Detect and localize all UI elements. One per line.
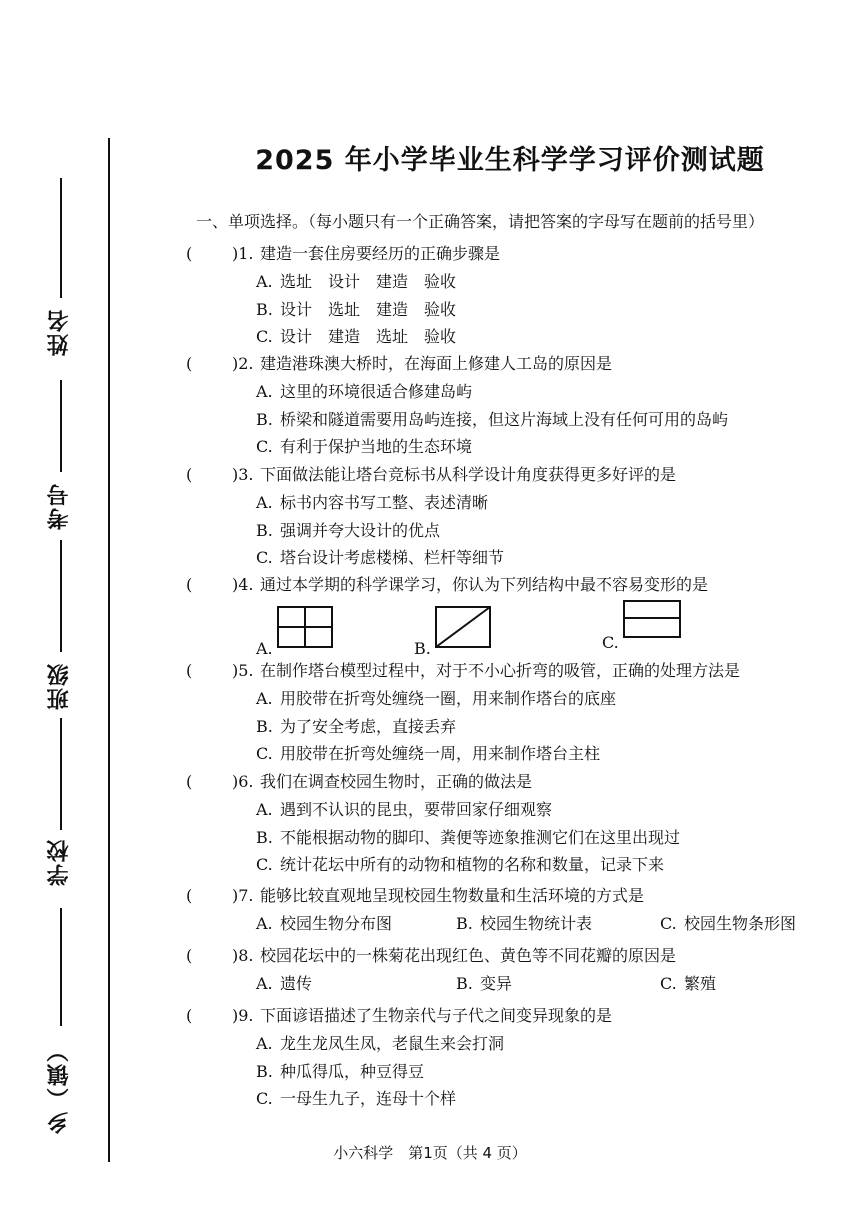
question-1 — [186, 240, 501, 351]
option-b: B. 校园生物统计表 — [456, 914, 593, 933]
question-number: )1. — [232, 244, 254, 263]
town-label: 乡（镇） — [47, 1038, 72, 1134]
answer-paren[interactable]: ( — [186, 661, 193, 680]
option-c: C. 有利于保护当地的生态环境 — [256, 437, 473, 456]
question-stem: 建造港珠澳大桥时，在海面上修建人工岛的原因是 — [260, 354, 613, 373]
question-9 — [186, 1002, 613, 1113]
option-b: B. 桥梁和隧道需要用岛屿连接，但这片海域上没有任何可用的岛屿 — [256, 409, 729, 429]
option-c: C. 校园生物条形图 — [660, 914, 797, 933]
page-footer: 小六科学 第1页（共 4 页） — [333, 1144, 527, 1162]
question-stem: 在制作塔台模型过程中，对于不小心折弯的吸管，正确的处理方法是 — [260, 661, 741, 680]
exam-page: 姓名 考号 班级 学校 乡（镇） 2025 年小学毕业生科学学习评价测试题 一、单项选择。（每小题只有一个正确答案，请把答案的字母写在题前的括号里） ( )1. 建造一套住房要经历的正确步骤是 A. 选址 设计 建造 验收 B. 设计 选址 建造 验收 C. 设计 建造 选址 验收 ( )2. 建造港珠澳大桥时，在海面上修建人工岛的原因是 A. 这里的环境很适合修建岛屿 B. 桥梁和隧道需要用岛屿连接，但这片海域上没有任何可用的岛屿 C. 有利于保护当地的生态环境 ( )3. 下面做法能让塔台竞标书从科学设计角度获得更多好评的是 A. 标书内容书写工整、表述清晰 B. 强调并夸大设计的优点 C. 塔台设计考虑楼梯、栏杆等细节 ( )4. 通过本学期的科学课学习，你认为下列结构中最不容易变形的是 A. B. C. ( )5. 在制作塔台模型过程中，对于不小心折弯的吸管，正确的处理方法是 A. 用胶带在折弯处缠绕一圈，用来制作塔台的底座 B. 为了安全考虑，直接丢弃 C. 用胶带在折弯处缠绕一周，用来制作塔台主柱 ( )6. 我们在调查校园生物时，正确的做法是 A. 遇到不认识的昆虫，要带回家仔细观察 B. 不能根据动物的脚印、粪便等迹象推测它们在这里出现过 C. 统计花坛中所有的动物和植物的名称和数量，记录下来 ( )7. 能够比较直观地呈现校园生物数量和生活环境的方式是 A. 校园生物分布图 B. 校园生物统计表 C. 校园生物条形图 ( )8. 校园花坛中的一株菊花出现红色、黄色等不同花瓣的原因是 A. 遗传 B. 变异 C. 繁殖 ( )9. 下面谚语描述了生物亲代与子代之间变异现象的是 A. 龙生龙凤生凤，老鼠生来会打洞 B. 种瓜得瓜，种豆得豆 C. 一母生九子，连母十个样 小六科学 第1页（共 4 页） — [0, 0, 860, 1216]
name-field[interactable] — [32, 178, 92, 358]
question-number: )6. — [232, 772, 254, 791]
question-stem: 通过本学期的科学课学习，你认为下列结构中最不容易变形的是 — [260, 575, 709, 594]
option-b: B. 为了安全考虑，直接丢弃 — [256, 716, 457, 736]
question-number: )4. — [232, 575, 254, 594]
answer-paren[interactable]: ( — [186, 354, 193, 373]
class-label: 班级 — [47, 662, 72, 710]
answer-paren[interactable]: ( — [186, 946, 193, 965]
binding-line — [108, 138, 110, 1162]
answer-paren[interactable]: ( — [186, 772, 193, 791]
question-stem: 下面做法能让塔台竞标书从科学设计角度获得更多好评的是 — [260, 465, 677, 484]
option-c: C. 一母生九子，连母十个样 — [256, 1089, 457, 1108]
exam-title: 2025 年小学毕业生科学学习评价测试题 — [255, 145, 765, 176]
option-a: A. 校园生物分布图 — [256, 914, 393, 933]
class-field[interactable] — [32, 540, 92, 740]
option-a: A. 龙生龙凤生凤，老鼠生来会打洞 — [256, 1034, 505, 1053]
question-number: )9. — [232, 1006, 254, 1025]
class-fill-line — [60, 540, 62, 652]
question-6 — [186, 768, 681, 879]
option-a: A. 选址 设计 建造 验收 — [256, 272, 457, 291]
question-stem: 校园花坛中的一株菊花出现红色、黄色等不同花瓣的原因是 — [260, 946, 677, 965]
option-a: A. 遗传 — [256, 974, 313, 993]
school-field[interactable] — [32, 718, 92, 918]
option-c: C. 统计花坛中所有的动物和植物的名称和数量，记录下来 — [256, 855, 665, 874]
question-number: )7. — [232, 886, 254, 905]
question-stem: 能够比较直观地呈现校园生物数量和生活环境的方式是 — [260, 886, 645, 905]
answer-paren[interactable]: ( — [186, 886, 193, 905]
square-with-cross-icon — [276, 605, 334, 649]
school-fill-line — [60, 718, 62, 830]
square-with-diagonal-icon — [434, 605, 492, 649]
question-number: )5. — [232, 661, 254, 680]
question-2 — [186, 350, 729, 461]
question-number: )3. — [232, 465, 254, 484]
option-b: B. 设计 选址 建造 验收 — [256, 299, 457, 319]
question-stem: 下面谚语描述了生物亲代与子代之间变异现象的是 — [260, 1006, 613, 1025]
town-fill-line — [60, 908, 62, 1026]
answer-paren[interactable]: ( — [186, 465, 193, 484]
option-b: B. 种瓜得瓜，种豆得豆 — [256, 1061, 425, 1081]
option-a: A. 这里的环境很适合修建岛屿 — [256, 382, 473, 401]
option-a: A. 标书内容书写工整、表述清晰 — [256, 493, 489, 512]
option-b: B. 强调并夸大设计的优点 — [256, 520, 441, 540]
rectangle-with-horizontal-line-icon — [622, 599, 682, 639]
exam-no-label: 考号 — [47, 482, 72, 530]
option-c: C. 繁殖 — [660, 974, 717, 993]
option-c: C. 塔台设计考虑楼梯、栏杆等细节 — [256, 548, 505, 567]
question-stem: 建造一套住房要经历的正确步骤是 — [260, 244, 501, 263]
option-c: C. 设计 建造 选址 验收 — [256, 327, 457, 346]
name-fill-line — [60, 178, 62, 298]
option-c: C. 用胶带在折弯处缠绕一周，用来制作塔台主柱 — [256, 744, 601, 763]
option-a: A. 遇到不认识的昆虫，要带回家仔细观察 — [256, 800, 553, 819]
question-5 — [186, 657, 741, 768]
town-field[interactable] — [32, 908, 92, 1134]
option-a: A. 用胶带在折弯处缠绕一圈，用来制作塔台的底座 — [256, 689, 617, 708]
school-label: 学校 — [47, 838, 72, 886]
name-label: 姓名 — [47, 308, 72, 356]
answer-paren[interactable]: ( — [186, 1006, 193, 1025]
question-number: )8. — [232, 946, 254, 965]
question-number: )2. — [232, 354, 254, 373]
question-stem: 我们在调查校园生物时，正确的做法是 — [260, 772, 533, 791]
question-3 — [186, 461, 677, 572]
section-heading: 一、单项选择。（每小题只有一个正确答案，请把答案的字母写在题前的括号里） — [196, 212, 765, 231]
exam-no-fill-line — [60, 380, 62, 472]
answer-paren[interactable]: ( — [186, 575, 193, 594]
answer-paren[interactable]: ( — [186, 244, 193, 263]
option-b: B. 变异 — [456, 974, 513, 993]
option-b: B. 不能根据动物的脚印、粪便等迹象推测它们在这里出现过 — [256, 827, 681, 847]
